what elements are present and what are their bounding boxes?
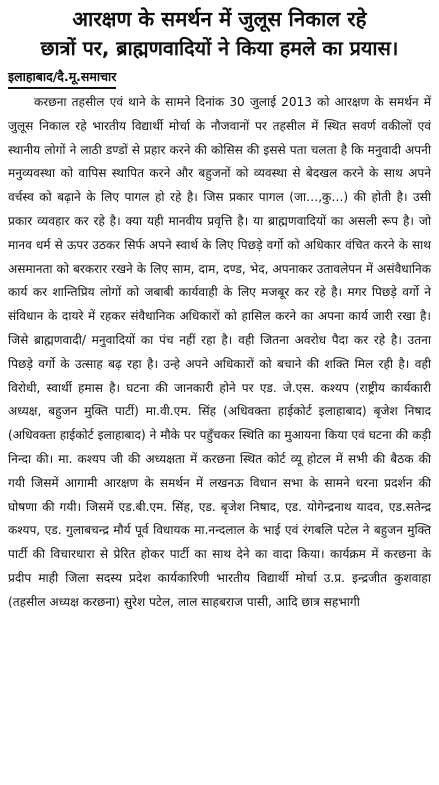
headline-line-1: आरक्षण के समर्थन में जुलूस निकाल रहे bbox=[72, 7, 367, 31]
headline-line-2: छात्रों पर, ब्राह्मणवादियों ने किया हमले का प्रयास। bbox=[40, 37, 399, 60]
dateline: इलाहाबाद/दै.मू.समाचार bbox=[8, 69, 116, 89]
headline bbox=[8, 4, 431, 64]
article-body: करछना तहसील एवं थाने के सामने दिनांक 30 जुलाई 2013 को आरक्षण के समर्थन में जुलूस निकाल रहे भारतीय विद्यार्थी मोर्चा के नौजवानों पर तहसील में स्थित सवर्ण वकीलों एवं स्थानीय लोगों ने लाठी डण्डों से प्रहार करने की कोसिस की इससे पता चलता है कि मनुवादी अपनी मनुव्यवस्था को वापिस स्थापित करने और बहुजनों को व्यवस्था से बेदखल करने के साथ अपने वर्चस्व को बढ़ाने के लिए पागल हो रहे है। जिस प्रकार पागल (जा…,कु…) की होती है। उसी प्रकार व्यवहार कर रहे है। क्या यही मानवीय प्रवृत्ति है। या ब्राह्मणवादियों का असली रूप है। जो मानव धर्म से ऊपर उठकर सिर्फ अपने स्वार्थ के लिए पिछड़े वर्गो को अधिकार वंचित करने के साथ असमानता को बरकरार रखने के लिए साम, दाम, दण्ड, भेद, अपनाकर उतावलेपन में असंवैधानिक कार्य कर शान्तिप्रिय लोगों को जबाबी कार्यवाही के लिए मजबूर कर रहे है। मगर पिछड़े वर्गो ने संविधान के दायरे में रहकर संवैधानिक अधिकारों को हासिल करने का अपना कार्य जारी रखा है। जिसे ब्राह्मणवादी/ मनुवादियों का पंच नहीं रहा है। वही जितना अवरोध पैदा कर रहे है। उतना पिछड़े वर्गो के उत्साह बढ़ रहा है। उन्हे अपने अधिकारों को बचाने की शक्ति मिल रही है। वही विरोधी, स्वार्थी हमास है। घटना की जानकारी होने पर एड. जे.एस. कश्यप (राष्ट्रीय कार्यकारी अध्यक्ष, बहुजन मुक्ति पार्टी) मा.वी.एम. सिंह (अधिवक्ता हाईकोर्ट इलाहाबाद) बृजेश निषाद (अधिवक्ता हाईकोर्ट इलाहाबाद) ने मौके पर पहुँचकर स्थिति का मुआयना किया एवं घटना की कड़ी निन्दा की। मा. कश्यप जी की अध्यक्षता में करछना स्थित कोर्ट व्यू होटल में सभी की बैठक की गयी जिसमें आगामी आरक्षण के समर्थन में लखनऊ विधान सभा के सामने धरना प्रदर्शन की घोषणा की गयी। जिसमें एड.बी.एम. सिंह, एड. बृजेश निषाद, एड. योगेन्द्रनाथ यादव, एड.सतेन्द्र कश्यप, एड. गुलाबचन्द्र मौर्य पूर्व विधायक मा.नन्दलाल के भाई एवं रंगबलि पटेल ने बहुजन मुक्ति पार्टी की विचारधारा से प्रेरित होकर पार्टी का साथ देने का वादा किया। कार्यक्रम में करछना के प्रदीप माही जिला सदस्य प्रदेश कार्यकारिणी भारतीय विद्यार्थी मोर्चा उ.प्र. इन्द्रजीत कुशवाहा (तहसील अध्यक्ष करछना) सुरेश पटेल, लाल साहबराज पासी, आदि छात्र सहभागी bbox=[8, 95, 431, 609]
